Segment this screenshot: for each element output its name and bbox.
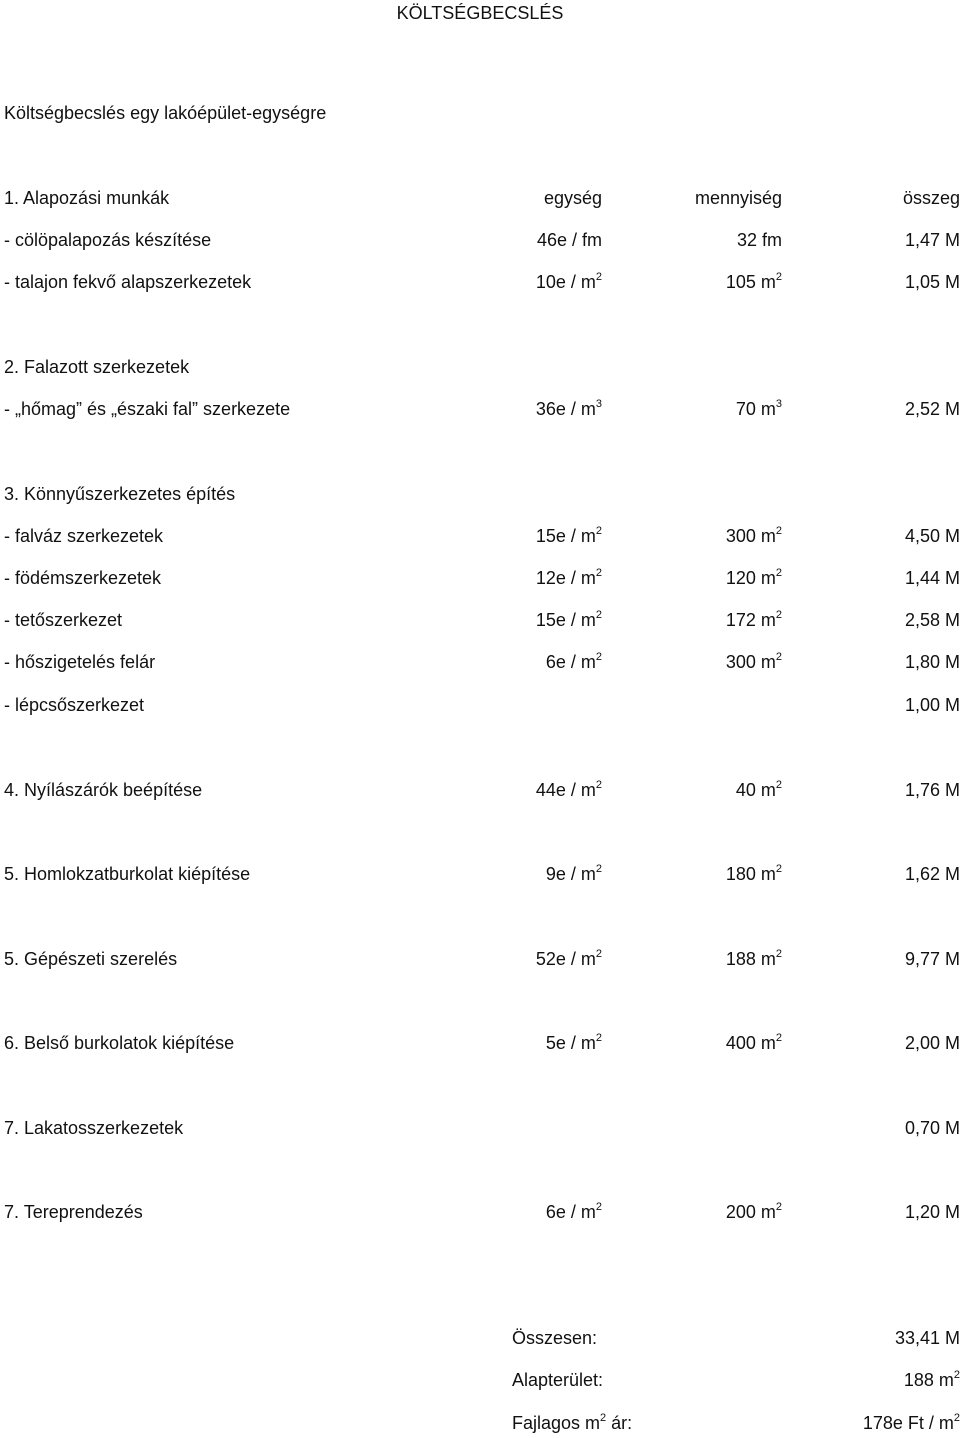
item-name: 5. Gépészeti szerelés [4, 949, 178, 969]
total-amount: 0,70 M [904, 1118, 960, 1138]
table-row [0, 230, 960, 254]
unit-price-exponent: 2 [595, 1032, 602, 1044]
table-row [0, 1118, 960, 1142]
unit-price: $6e / m^2$ [545, 651, 602, 672]
quantity: 188 $m^2$ [725, 948, 782, 969]
summary-value: 178e Ft / $m^2$ [862, 1412, 960, 1433]
quantity: 400 $m^2$ [725, 1032, 782, 1053]
unit-price-exponent: 2 [595, 271, 602, 283]
total-amount: 1,44 M [904, 568, 960, 588]
unit-price: $5e / m^2$ [545, 1032, 602, 1053]
table-row [0, 1033, 960, 1057]
item-name: - födémszerkezetek [4, 568, 162, 588]
unit-price: $36e / m^3$ [535, 398, 602, 419]
item-name: 7. Lakatosszerkezetek [4, 1118, 184, 1138]
unit-price: $9e / m^2$ [545, 863, 602, 884]
table-row [0, 399, 960, 423]
unit-price-exponent: 2 [595, 863, 602, 875]
item-name: 7. Tereprendezés [4, 1202, 143, 1222]
unit-price: egység [543, 188, 602, 208]
unit-price-exponent: 2 [595, 779, 602, 791]
document-title: KÖLTSÉGBECSLÉS [396, 3, 564, 23]
item-name: 5. Homlokzatburkolat kiépítése [4, 864, 251, 884]
unit-price-exponent: 3 [595, 398, 602, 410]
unit-price-exponent: 2 [595, 609, 602, 621]
quantity: 200 $m^2$ [725, 1201, 782, 1222]
table-row [0, 1202, 960, 1226]
table-row [0, 484, 960, 508]
unit-price: $15e / m^2$ [535, 609, 602, 630]
table-header-row [0, 188, 960, 212]
total-amount: 2,00 M [904, 1033, 960, 1053]
total-amount: 2,58 M [904, 610, 960, 630]
item-name: - talajon fekvő alapszerkezetek [4, 272, 252, 292]
total-amount: 1,20 M [904, 1202, 960, 1222]
quantity-exponent: 2 [775, 525, 782, 537]
quantity: 180 $m^2$ [725, 863, 782, 884]
table-row [0, 526, 960, 550]
item-name: 3. Könnyűszerkezetes építés [4, 484, 236, 504]
table-row [0, 949, 960, 973]
item-name: 6. Belső burkolatok kiépítése [4, 1033, 235, 1053]
summary-value-exponent: 2 [953, 1369, 960, 1381]
unit-price: $6e / m^2$ [545, 1201, 602, 1222]
quantity-exponent: 2 [775, 651, 782, 663]
item-name: 2. Falazott szerkezetek [4, 357, 190, 377]
quantity: 120 $m^2$ [725, 567, 782, 588]
unit-price-exponent: 2 [595, 651, 602, 663]
unit-price-exponent: 2 [595, 525, 602, 537]
summary-value: 188 $m^2$ [903, 1369, 960, 1390]
quantity-exponent: 2 [775, 567, 782, 579]
item-name: - „hőmag” és „északi fal” szerkezete [4, 399, 291, 419]
document-subtitle: Költségbecslés egy lakóépület-egységre [4, 103, 327, 123]
total-amount: összeg [902, 188, 960, 208]
unit-price-exponent: 2 [595, 1201, 602, 1213]
quantity-exponent: 2 [775, 271, 782, 283]
quantity: 172 $m^2$ [725, 609, 782, 630]
summary-label-exponent: 2 [600, 1412, 607, 1424]
total-amount: 1,00 M [904, 695, 960, 715]
quantity: 300 $m^2$ [725, 525, 782, 546]
total-amount: 2,52 M [904, 399, 960, 419]
unit-price: $10e / m^2$ [535, 271, 602, 292]
table-row [0, 864, 960, 888]
quantity-exponent: 2 [775, 948, 782, 960]
table-row [0, 652, 960, 676]
table-row [0, 695, 960, 719]
total-amount: 1,62 M [904, 864, 960, 884]
item-name: - tetőszerkezet [4, 610, 123, 630]
table-row [0, 568, 960, 592]
summary-label: Fajlagos $m^2$ ár: [512, 1412, 633, 1433]
item-name: - lépcsőszerkezet [4, 695, 145, 715]
summary-row [0, 1370, 960, 1394]
unit-price: $52e / m^2$ [535, 948, 602, 969]
unit-price-exponent: 2 [595, 567, 602, 579]
total-amount: 1,80 M [904, 652, 960, 672]
unit-price: $12e / m^2$ [535, 567, 602, 588]
unit-price: $44e / m^2$ [535, 779, 602, 800]
quantity-exponent: 2 [775, 609, 782, 621]
unit-price: $15e / m^2$ [535, 525, 602, 546]
summary-row [0, 1328, 960, 1352]
quantity: 300 $m^2$ [725, 651, 782, 672]
total-amount: 9,77 M [904, 949, 960, 969]
total-amount: 1,05 M [904, 272, 960, 292]
item-name: 4. Nyílászárók beépítése [4, 780, 203, 800]
item-name: - falváz szerkezetek [4, 526, 164, 546]
table-row [0, 610, 960, 634]
quantity-exponent: 2 [775, 779, 782, 791]
quantity-exponent: 2 [775, 1032, 782, 1044]
total-amount: 1,47 M [904, 230, 960, 250]
quantity: mennyiség [694, 188, 782, 208]
total-amount: 1,76 M [904, 780, 960, 800]
quantity: 105 $m^2$ [725, 271, 782, 292]
unit-price-exponent: 2 [595, 948, 602, 960]
summary-value: 33,41 M [894, 1328, 960, 1348]
unit-price: 46e / fm [536, 230, 602, 250]
table-row [0, 780, 960, 804]
quantity-exponent: 3 [775, 398, 782, 410]
item-name: - cölöpalapozás készítése [4, 230, 212, 250]
item-name: 1. Alapozási munkák [4, 188, 170, 208]
quantity-exponent: 2 [775, 863, 782, 875]
quantity: 70 $m^3$ [735, 398, 782, 419]
summary-label: Összesen: [512, 1328, 598, 1348]
table-row [0, 357, 960, 381]
quantity: 32 fm [736, 230, 782, 250]
item-name: - hőszigetelés felár [4, 652, 156, 672]
quantity: 40 $m^2$ [735, 779, 782, 800]
total-amount: 4,50 M [904, 526, 960, 546]
summary-row [0, 1413, 960, 1437]
summary-value-exponent: 2 [953, 1412, 960, 1424]
quantity-exponent: 2 [775, 1201, 782, 1213]
summary-label: Alapterület: [512, 1370, 604, 1390]
table-row [0, 272, 960, 296]
